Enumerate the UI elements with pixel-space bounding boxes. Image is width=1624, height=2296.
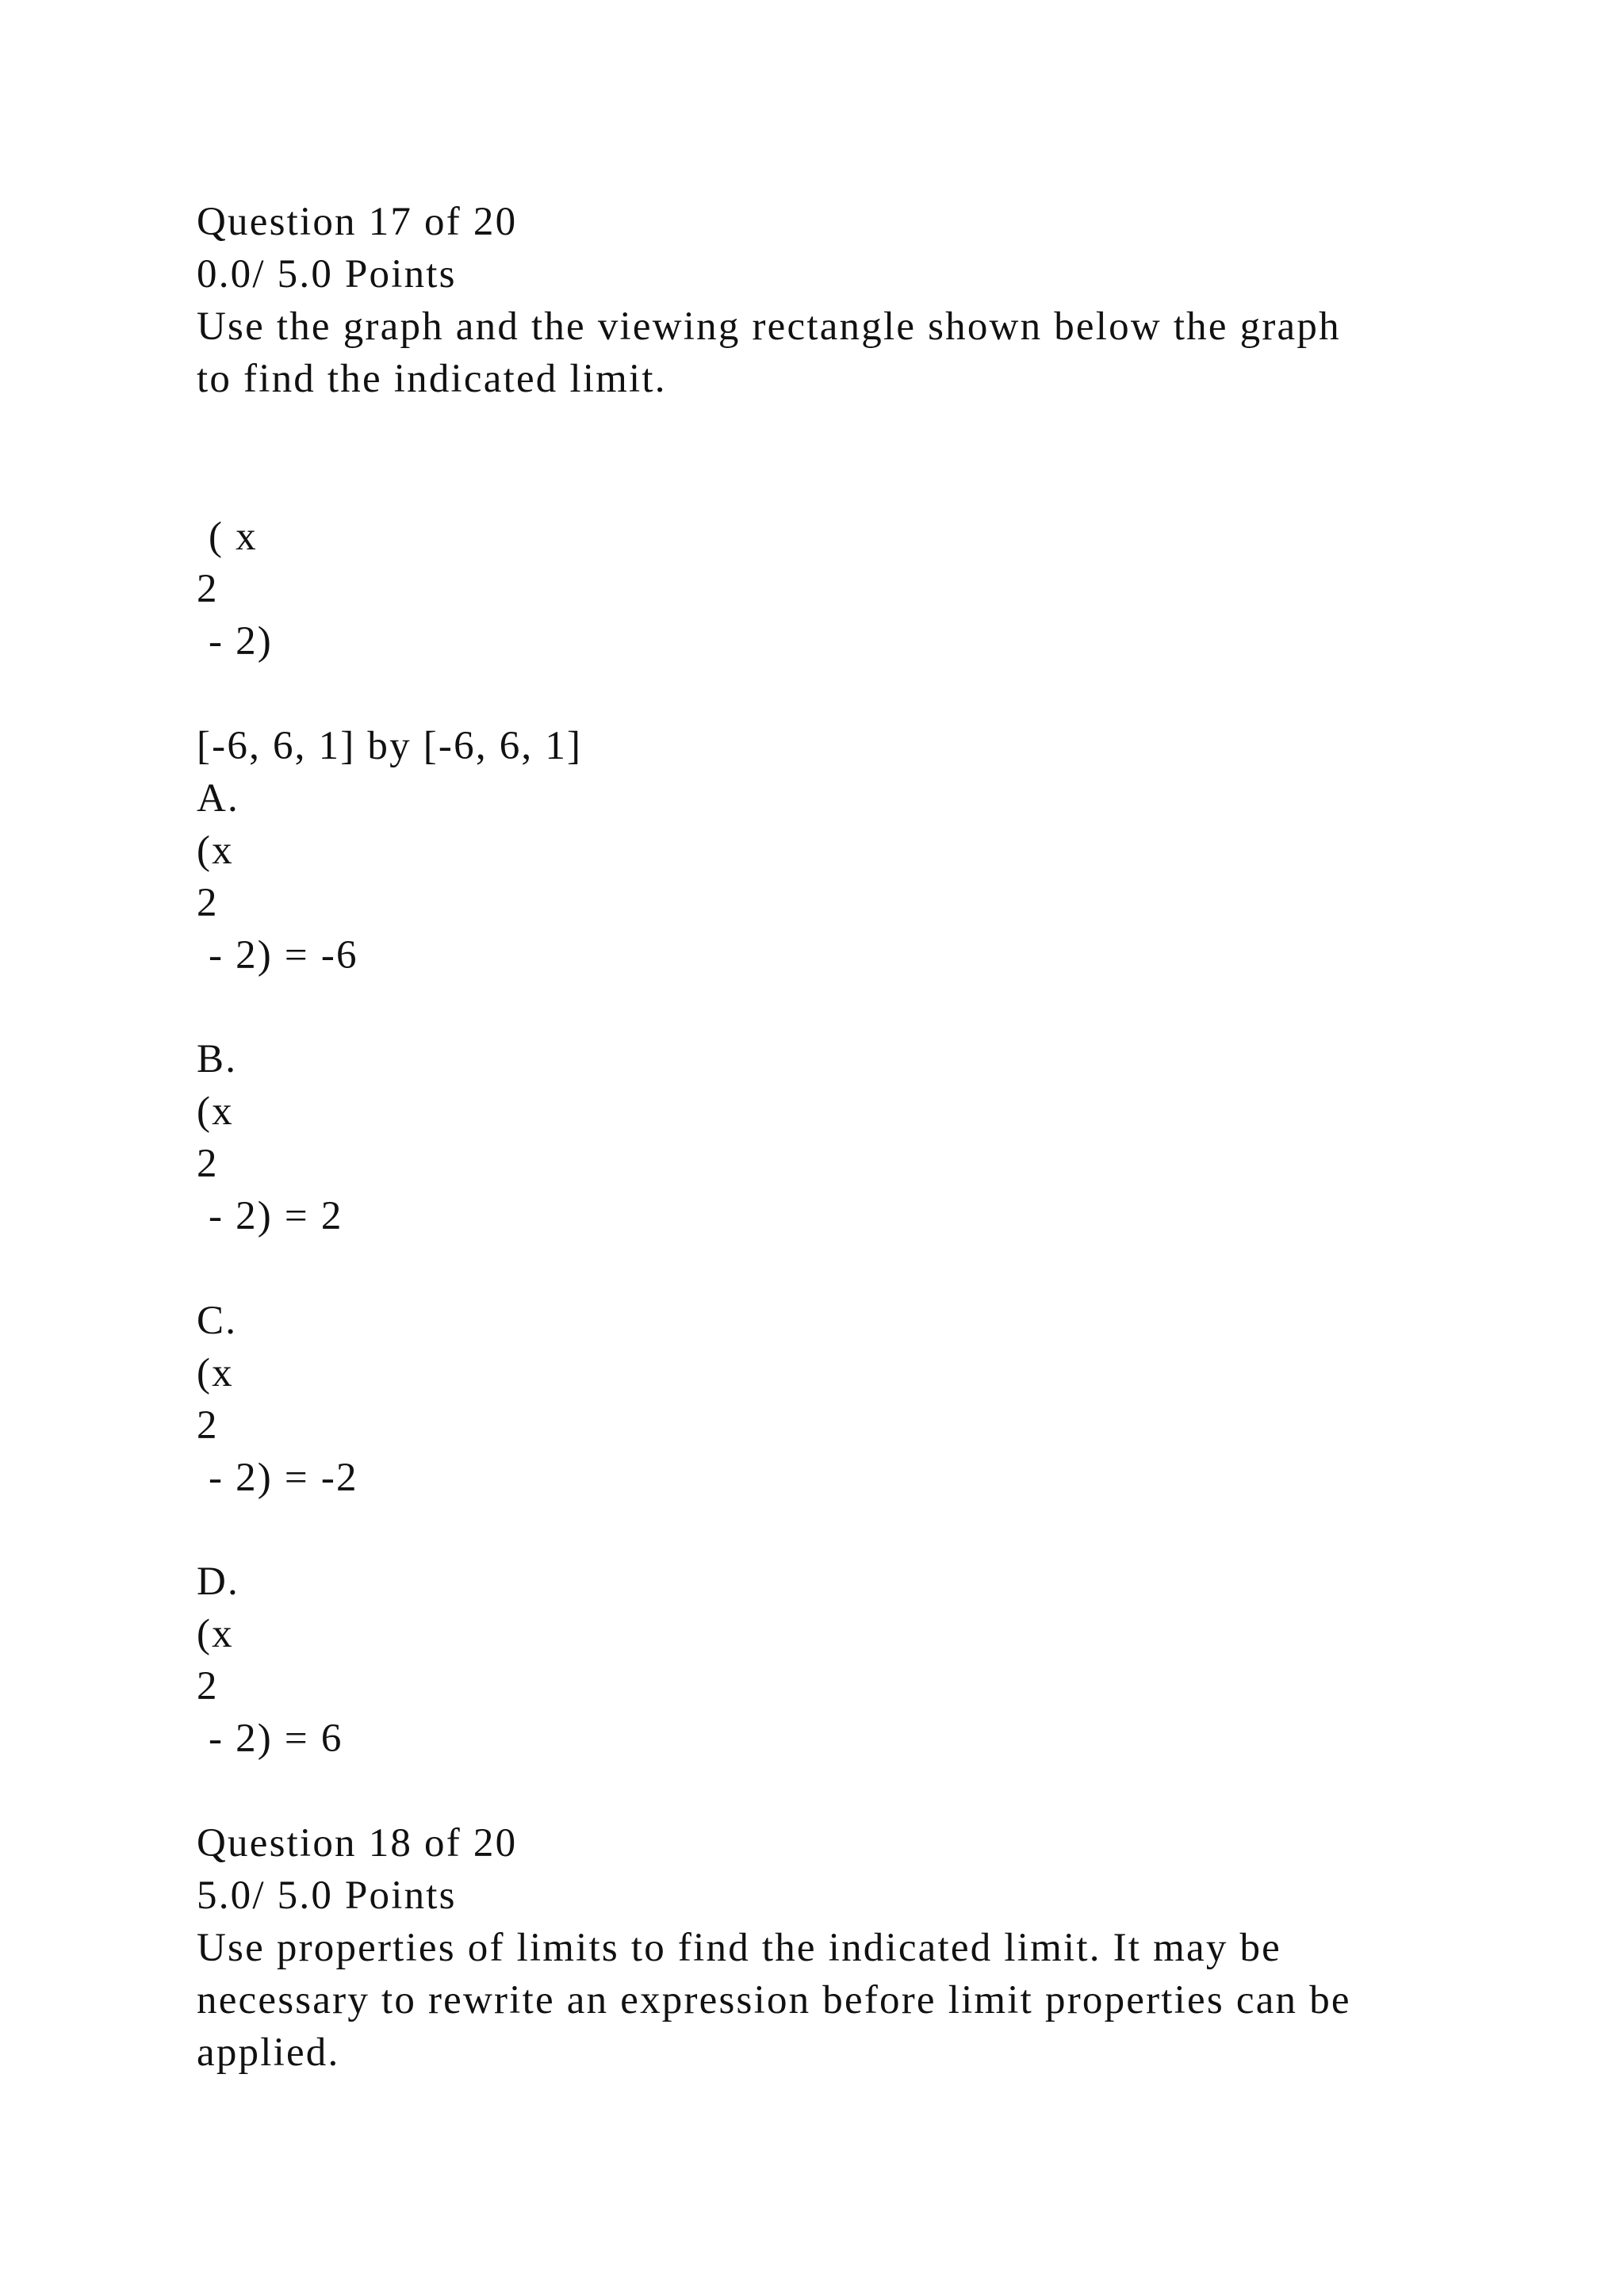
option-d-line-3: - 2) = 6 <box>197 1716 343 1761</box>
option-a-letter: A. <box>197 776 239 821</box>
option-a-line-1: (x <box>197 828 234 873</box>
option-b-letter: B. <box>197 1037 238 1081</box>
question-18-prompt-line-1: Use properties of limits to find the indicated limit. It may be <box>197 1926 1282 1970</box>
question-17-header: Question 17 of 20 <box>197 200 518 244</box>
option-a-exponent: 2 <box>197 881 219 925</box>
question-18-header: Question 18 of 20 <box>197 1821 518 1866</box>
question-17-expression-exponent: 2 <box>197 567 219 611</box>
question-17-expression-line-3: - 2) <box>197 619 273 664</box>
option-b-line-1: (x <box>197 1089 234 1134</box>
question-18-points: 5.0/ 5.0 Points <box>197 1873 457 1918</box>
question-18-prompt-line-2: necessary to rewrite an expression before limit properties can be <box>197 1978 1351 2022</box>
option-d-line-1: (x <box>197 1612 234 1656</box>
option-c-exponent: 2 <box>197 1403 219 1448</box>
option-b-line-3: - 2) = 2 <box>197 1194 343 1238</box>
question-17-prompt-line-2: to find the indicated limit. <box>197 357 667 401</box>
viewing-rectangle: [-6, 6, 1] by [-6, 6, 1] <box>197 724 583 768</box>
option-d-letter: D. <box>197 1559 239 1604</box>
option-c-letter: C. <box>197 1299 238 1343</box>
question-17-points: 0.0/ 5.0 Points <box>197 252 457 297</box>
question-18-prompt-line-3: applied. <box>197 2030 340 2075</box>
option-d-exponent: 2 <box>197 1664 219 1709</box>
option-c-line-1: (x <box>197 1351 234 1395</box>
option-a-line-3: - 2) = -6 <box>197 933 358 978</box>
question-17-prompt-line-1: Use the graph and the viewing rectangle shown below the graph <box>197 304 1341 349</box>
option-b-exponent: 2 <box>197 1142 219 1186</box>
option-c-line-3: - 2) = -2 <box>197 1456 358 1500</box>
question-17-expression-line-1: ( x <box>197 515 258 559</box>
